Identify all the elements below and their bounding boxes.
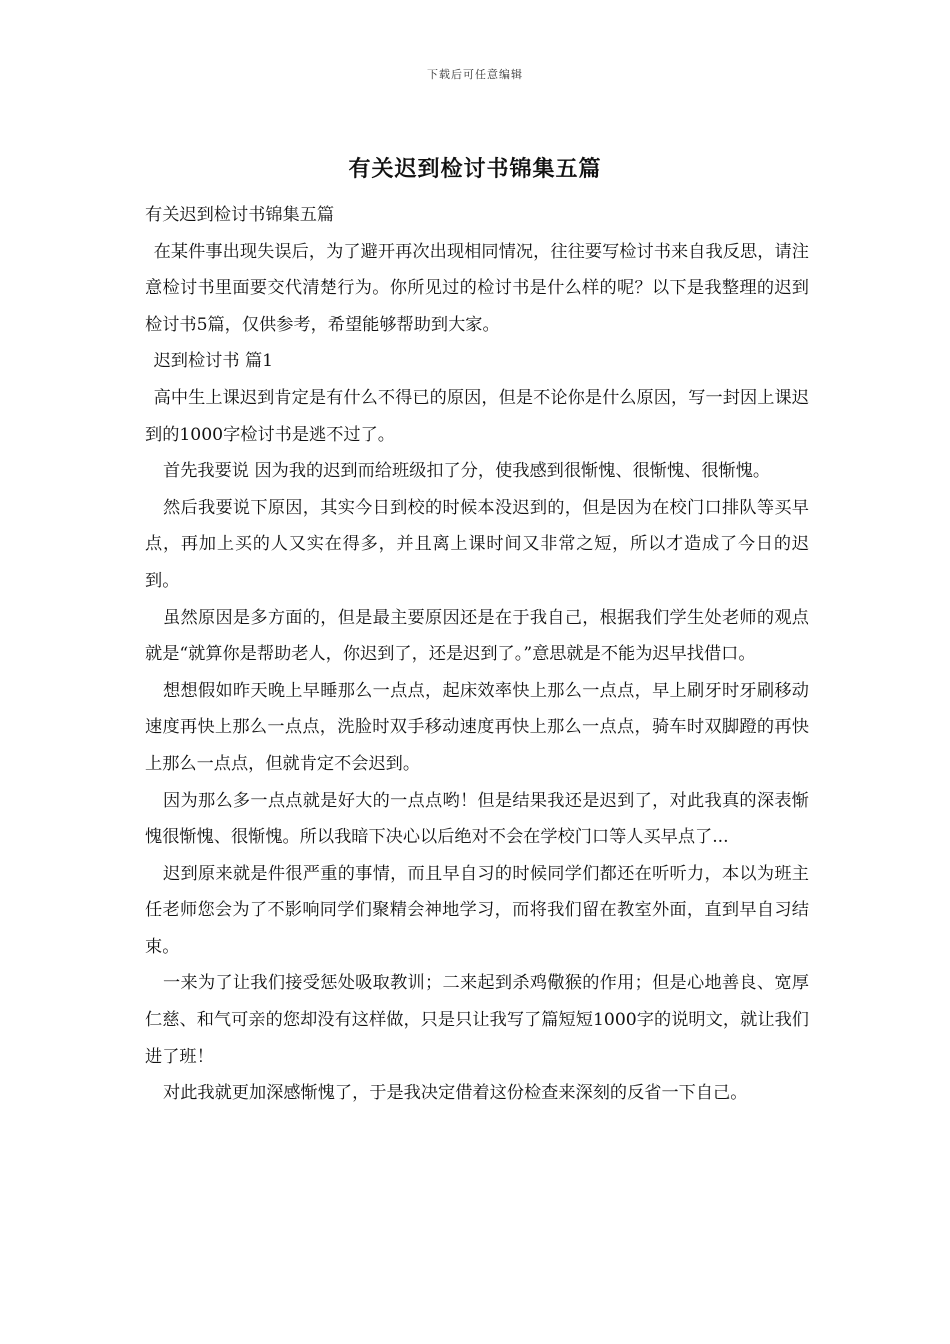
page-header-note: 下载后可任意编辑 xyxy=(427,68,523,81)
body-paragraph: 首先我要说 因为我的迟到而给班级扣了分，使我感到很惭愧、很惭愧、很惭愧。 xyxy=(163,461,771,482)
body-paragraph: 虽然原因是多方面的，但是最主要原因还是在于我自己，根据我们学生处老师的观点就是“就算你是帮助老人，你迟到了，还是迟到了。”意思就是不能为迟早找借口。 xyxy=(145,607,809,665)
document-body xyxy=(145,197,809,1112)
body-paragraph: 想想假如昨天晚上早睡那么一点点，起床效率快上那么一点点，早上刷牙时牙刷移动速度再快上那么一点点，洗脸时双手移动速度再快上那么一点点，骑车时双脚蹬的再快上那么一点点，但就肯定不会迟到。 xyxy=(145,680,809,774)
body-paragraph: 然后我要说下原因，其实今日到校的时候本没迟到的，但是因为在校门口排队等买早点，再加上买的人又实在得多，并且离上课时间又非常之短，所以才造成了今日的迟到。 xyxy=(145,497,809,591)
body-paragraph: 一来为了让我们接受惩处吸取教训；二来起到杀鸡儆猴的作用；但是心地善良、宽厚仁慈、和气可亲的您却没有这样做，只是只让我写了篇短短1000字的说明文，就让我们进了班！ xyxy=(145,973,809,1067)
body-paragraph: 高中生上课迟到肯定是有什么不得已的原因，但是不论你是什么原因，写一封因上课迟到的1000字检讨书是逃不过了。 xyxy=(145,387,809,445)
document-subtitle: 有关迟到检讨书锦集五篇 xyxy=(145,205,335,225)
body-paragraph: 对此我就更加深感惭愧了，于是我决定借着这份检查来深刻的反省一下自己。 xyxy=(163,1083,748,1104)
section-heading: 迟到检讨书 篇1 xyxy=(153,351,274,372)
intro-paragraph: 在某件事出现失误后，为了避开再次出现相同情况，往往要写检讨书来自我反思，请注意检讨书里面要交代清楚行为。你所见过的检讨书是什么样的呢？以下是我整理的迟到检讨书5篇，仅供参考，希望能够帮助到大家。 xyxy=(145,241,809,335)
body-paragraph: 因为那么多一点点就是好大的一点点哟！但是结果我还是迟到了，对此我真的深表惭愧很惭愧、很惭愧。所以我暗下决心以后绝对不会在学校门口等人买早点了... xyxy=(145,790,809,848)
document-title: 有关迟到检讨书锦集五篇 xyxy=(348,156,602,182)
body-paragraph: 迟到原来就是件很严重的事情，而且早自习的时候同学们都还在听听力，本以为班主任老师您会为了不影响同学们聚精会神地学习，而将我们留在教室外面，直到早自习结束。 xyxy=(145,863,809,957)
